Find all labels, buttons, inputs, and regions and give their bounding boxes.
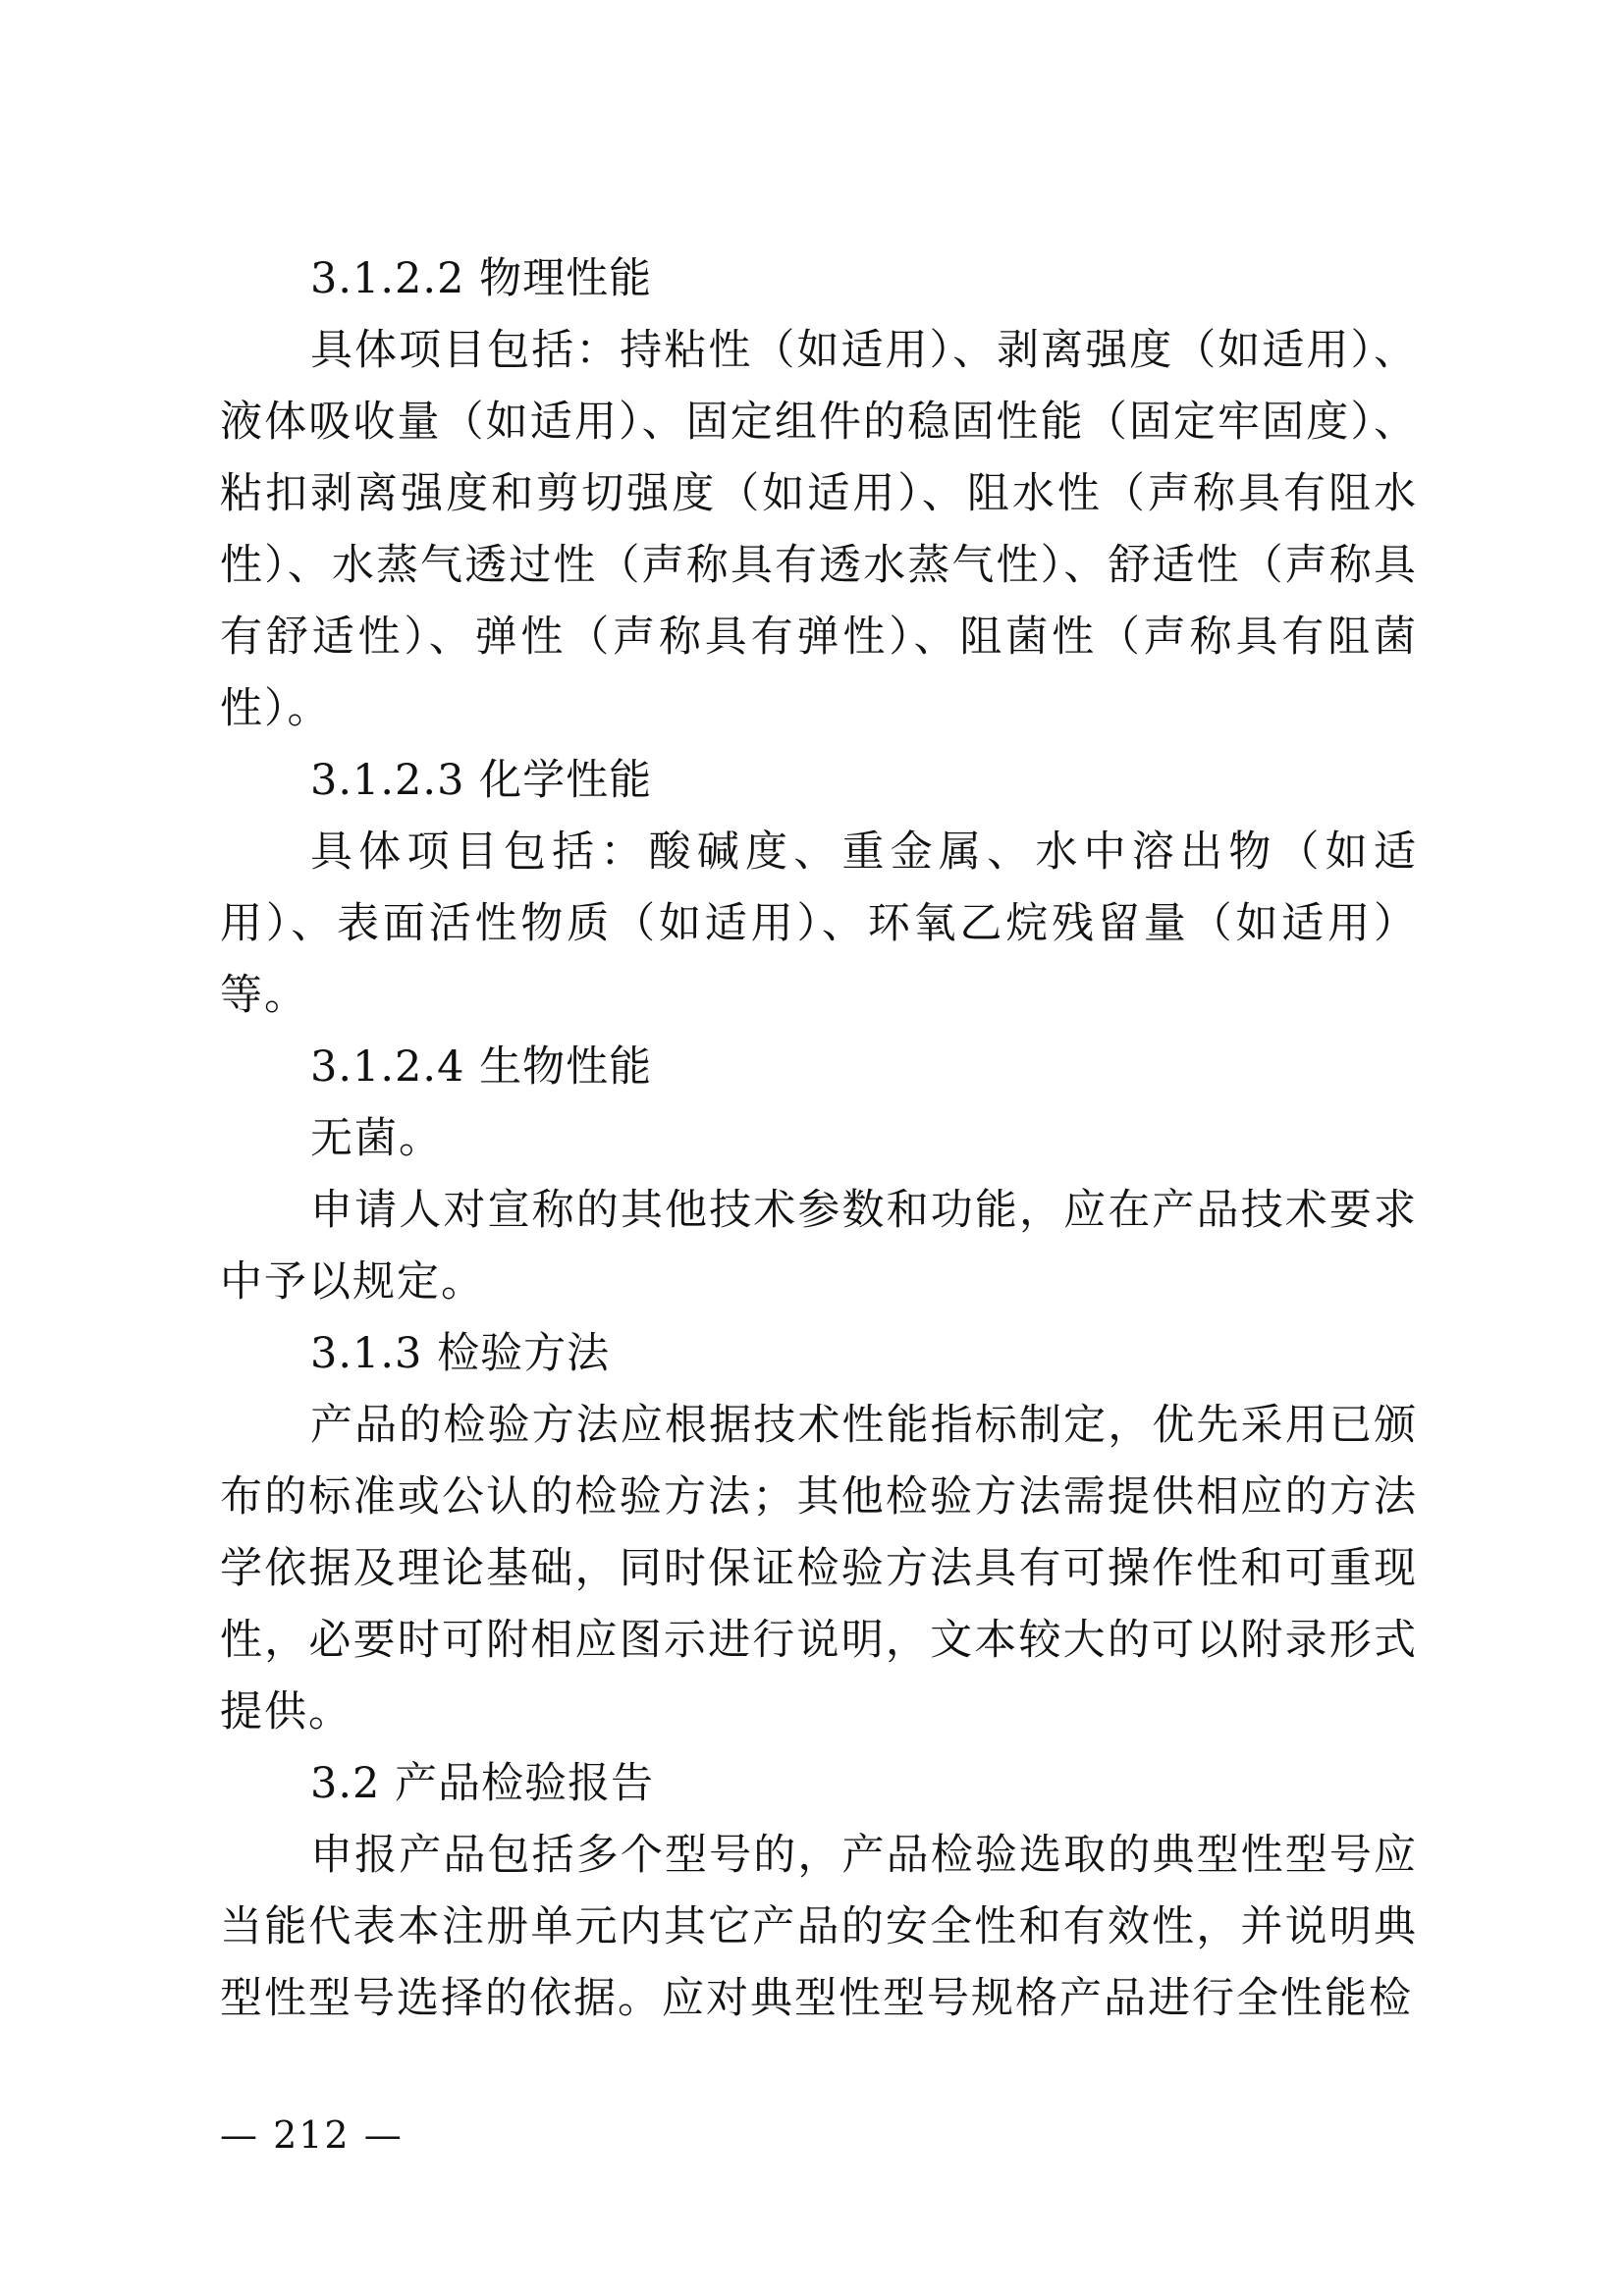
paragraph-sterile: 无菌。 [310,1114,443,1163]
paragraph-chemical-properties: 具体项目包括：酸碱度、重金属、水中溶出物（如适用）、表面活性物质（如适用）、环氧乙烷残留量（如适用）等。 [220,828,1418,1020]
section-heading-3-1-2-3: 3.1.2.3 化学性能 [310,756,653,805]
page-number: — 212 — [220,2113,404,2157]
document-body [220,243,1418,2035]
paragraph-other-parameters: 申请人对宣称的其他技术参数和功能，应在产品技术要求中予以规定。 [220,1186,1418,1307]
paragraph-test-methods: 产品的检验方法应根据技术性能指标制定，优先采用已颁布的标准或公认的检验方法；其他检验方法需提供相应的方法学依据及理论基础，同时保证检验方法具有可操作性和可重现性，必要时可附相应图示进行说明，文本较大的可以附录形式提供。 [220,1401,1418,1736]
section-heading-3-1-2-4: 3.1.2.4 生物性能 [310,1042,653,1092]
section-heading-3-1-2-2: 3.1.2.2 物理性能 [310,254,653,303]
section-heading-3-2: 3.2 产品检验报告 [310,1759,655,1808]
paragraph-physical-properties: 具体项目包括：持粘性（如适用）、剥离强度（如适用）、液体吸收量（如适用）、固定组件的稳固性能（固定牢固度）、粘扣剥离强度和剪切强度（如适用）、阻水性（声称具有阻水性）、水蒸气透过性（声称具有透水蒸气性）、舒适性（声称具有舒适性）、弹性（声称具有弹性）、阻菌性（声称具有阻菌性）。 [220,326,1418,733]
section-heading-3-1-3: 3.1.3 检验方法 [310,1329,611,1378]
paragraph-test-report: 申报产品包括多个型号的，产品检验选取的典型性型号应当能代表本注册单元内其它产品的安全性和有效性，并说明典型性型号选择的依据。应对典型性型号规格产品进行全性能检 [220,1831,1418,2023]
